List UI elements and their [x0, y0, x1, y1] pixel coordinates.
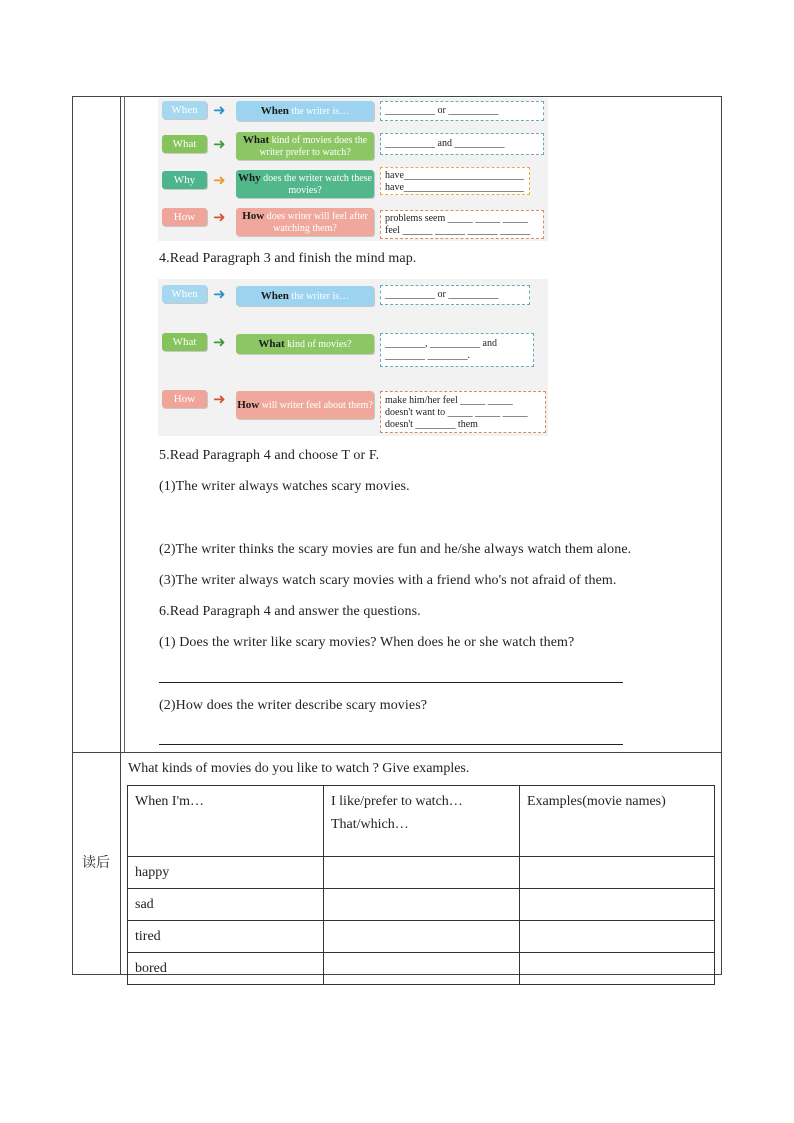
task-4-instruction: 4.Read Paragraph 3 and finish the mind map.: [159, 251, 417, 266]
arrow-icon: ➜: [213, 171, 226, 189]
answer-cell[interactable]: [520, 889, 715, 921]
arrow-icon: ➜: [213, 333, 226, 351]
table-row: [128, 857, 715, 889]
map1-tag-what: What: [162, 135, 207, 153]
row-divider: [72, 752, 722, 753]
statement-3: (3)The writer always watch scary movies with a friend who's not afraid of them.: [159, 573, 617, 588]
task-5-instruction: 5.Read Paragraph 4 and choose T or F.: [159, 448, 380, 463]
answer-cell[interactable]: [324, 857, 520, 889]
answer-cell[interactable]: [520, 953, 715, 985]
map2-tag-how: How: [162, 390, 207, 408]
task-6-instruction: 6.Read Paragraph 4 and answer the questions.: [159, 604, 421, 619]
question-2: (2)How does the writer describe scary movies?: [159, 698, 428, 713]
map2-question-how: How will writer feel about them?: [236, 391, 374, 419]
table-header-row: [128, 786, 715, 857]
map1-tag-why: Why: [162, 171, 207, 189]
answer-cell[interactable]: [324, 953, 520, 985]
mood-cell: tired: [128, 921, 324, 953]
table-row: [128, 889, 715, 921]
mind-map-2: [158, 279, 548, 436]
mood-cell: happy: [128, 857, 324, 889]
column-divider-inner: [124, 96, 125, 752]
answer-cell[interactable]: [520, 857, 715, 889]
map1-tag-how: How: [162, 208, 207, 226]
map1-answer-why: have________________________ have________________________: [380, 167, 530, 195]
answer-cell[interactable]: [520, 921, 715, 953]
table-row: [128, 921, 715, 953]
arrow-icon: ➜: [213, 208, 226, 226]
map1-question-how: How does writer will feel after watching them?: [236, 208, 374, 236]
section-label: 读后: [82, 855, 110, 871]
map2-tag-when: When: [162, 285, 207, 303]
map1-question-when: When the writer is…: [236, 101, 374, 121]
arrow-icon: ➜: [213, 101, 226, 119]
map2-question-when: When the writer is…: [236, 286, 374, 306]
map1-answer-how: problems seem _____ _____ _____ feel ______ ______ ______ ______: [380, 210, 544, 239]
header-when: When I'm…: [128, 786, 324, 857]
statement-2: (2)The writer thinks the scary movies are fun and he/she always watch them alone.: [159, 542, 632, 557]
arrow-icon: ➜: [213, 135, 226, 153]
mood-cell: sad: [128, 889, 324, 921]
question-1: (1) Does the writer like scary movies? When does he or she watch them?: [159, 635, 575, 650]
answer-cell[interactable]: [324, 889, 520, 921]
map1-answer-what: __________ and __________: [380, 133, 544, 155]
map2-answer-how: make him/her feel _____ _____ doesn't want to _____ _____ _____ doesn't ________ them: [380, 391, 546, 433]
map2-tag-what: What: [162, 333, 207, 351]
answer-line-2[interactable]: [159, 744, 623, 745]
table-row: [128, 953, 715, 985]
post-reading-prompt: What kinds of movies do you like to watch ? Give examples.: [128, 761, 470, 776]
map1-question-what: What kind of movies does the writer prefer to watch?: [236, 132, 374, 160]
answer-line-1[interactable]: [159, 682, 623, 683]
mind-map-1: [158, 98, 548, 241]
map1-answer-when: __________ or __________: [380, 101, 544, 121]
arrow-icon: ➜: [213, 390, 226, 408]
map2-question-what: What kind of movies?: [236, 334, 374, 354]
column-divider: [120, 96, 121, 975]
arrow-icon: ➜: [213, 285, 226, 303]
map2-answer-when: __________ or __________: [380, 285, 530, 305]
statement-1: (1)The writer always watches scary movies.: [159, 479, 410, 494]
answer-cell[interactable]: [324, 921, 520, 953]
map1-tag-when: When: [162, 101, 207, 119]
map2-answer-what: ________, __________ and ________ ________.: [380, 333, 534, 367]
map1-question-why: Why does the writer watch these movies?: [236, 170, 374, 198]
movie-preference-table: [127, 785, 715, 985]
header-examples: Examples(movie names): [520, 786, 715, 857]
header-prefer: I like/prefer to watch… That/which…: [324, 786, 520, 857]
mood-cell: bored: [128, 953, 324, 985]
